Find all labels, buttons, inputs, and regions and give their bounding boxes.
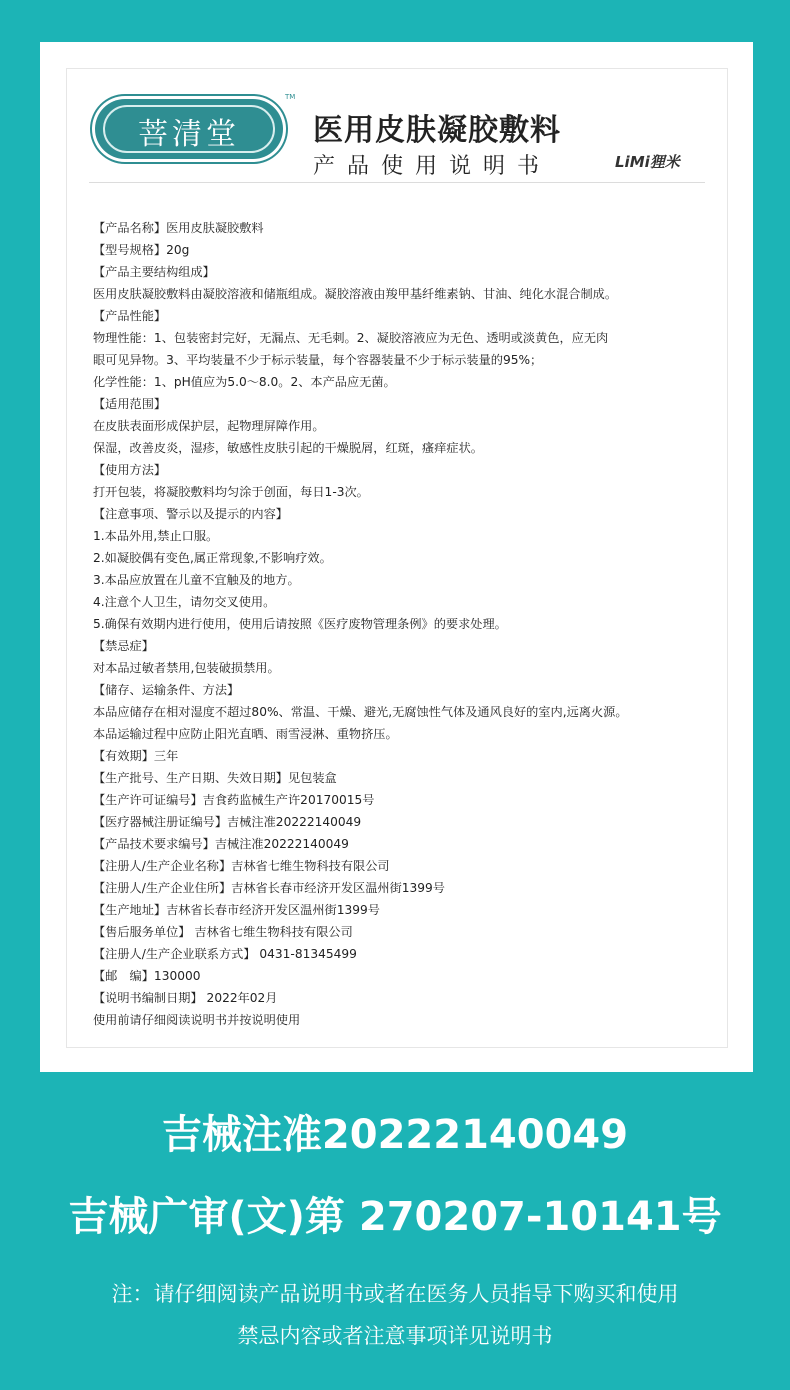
usage-note-line-1: 注：请仔细阅读产品说明书或者在医务人员指导下购买和使用 [111, 1282, 679, 1306]
content-line: 【邮 编】130000 [93, 969, 201, 983]
content-line: 物理性能：1、包装密封完好，无漏点、无毛刺。2、凝胶溶液应为无色、透明或淡黄色，应无肉 [93, 331, 609, 345]
document-subtitle: 产品使用说明书 [313, 154, 552, 179]
content-line: 【生产地址】吉林省长春市经济开发区温州街1399号 [93, 903, 380, 917]
instruction-content [93, 217, 723, 1031]
product-title: 医用皮肤凝胶敷料 [313, 113, 561, 148]
registration-number: 吉械注准20222140049 [161, 1112, 629, 1158]
content-line: 保湿，改善皮炎，湿疹，敏感性皮肤引起的干燥脱屑，红斑，瘙痒症状。 [93, 441, 483, 455]
content-line: 在皮肤表面形成保护层，起物理屏障作用。 [93, 419, 325, 433]
content-line: 对本品过敏者禁用,包装破损禁用。 [93, 661, 280, 675]
content-line: 【型号规格】20g [93, 243, 190, 257]
brand-logo [95, 99, 283, 159]
content-line: 【使用方法】 [93, 463, 167, 477]
content-line: 【注意事项、警示以及提示的内容】 [93, 507, 288, 521]
content-line: 【售后服务单位】 吉林省七维生物科技有限公司 [93, 925, 353, 939]
content-line: 【注册人/生产企业名称】吉林省七维生物科技有限公司 [93, 859, 390, 873]
content-line: 眼可见异物。3、平均装量不少于标示装量，每个容器装量不少于标示装量的95%； [93, 353, 543, 367]
content-line: 医用皮肤凝胶敷料由凝胶溶液和储瓶组成。凝胶溶液由羧甲基纤维素钠、甘油、纯化水混合制成。 [93, 287, 618, 301]
content-line: 【注册人/生产企业住所】吉林省长春市经济开发区温州街1399号 [93, 881, 445, 895]
content-line: 本品运输过程中应防止阳光直晒、雨雪浸淋、重物挤压。 [93, 727, 398, 741]
trademark-mark: TM [285, 93, 296, 101]
logo-text: 菩清堂 [138, 117, 240, 152]
content-line: 本品应储存在相对湿度不超过80%、常温、干燥、避光,无腐蚀性气体及通风良好的室内,远离火源。 [93, 705, 628, 719]
content-line: 【医疗器械注册证编号】吉械注准20222140049 [93, 815, 362, 829]
content-line: 【注册人/生产企业联系方式】 0431-81345499 [93, 947, 357, 961]
content-line: 【禁忌症】 [93, 639, 154, 653]
instruction-sheet [40, 42, 753, 1072]
content-line: 5.确保有效期内进行使用，使用后请按照《医疗废物管理条例》的要求处理。 [93, 617, 507, 631]
sheet-frame [66, 68, 728, 1048]
content-line: 【生产批号、生产日期、失效日期】见包装盒 [93, 771, 337, 785]
usage-note-line-2: 禁忌内容或者注意事项详见说明书 [237, 1324, 553, 1348]
content-line: 【产品主要结构组成】 [93, 265, 215, 279]
content-line: 2.如凝胶偶有变色,属正常现象,不影响疗效。 [93, 551, 332, 565]
content-line: 【产品性能】 [93, 309, 167, 323]
brand-name: LiMi狸米 [615, 153, 680, 171]
content-line: 使用前请仔细阅读说明书并按说明使用 [93, 1013, 301, 1027]
content-line: 【有效期】三年 [93, 749, 179, 763]
content-line: 【生产许可证编号】吉食药监械生产许20170015号 [93, 793, 375, 807]
content-line: 【产品名称】医用皮肤凝胶敷料 [93, 221, 264, 235]
content-line: 【说明书编制日期】 2022年02月 [93, 991, 278, 1005]
content-line: 【产品技术要求编号】吉械注准20222140049 [93, 837, 349, 851]
advertising-approval-number: 吉械广审(文)第 270207-10141号 [68, 1194, 722, 1240]
content-line: 打开包装，将凝胶敷料均匀涂于创面，每日1-3次。 [93, 485, 369, 499]
content-line: 化学性能：1、pH值应为5.0～8.0。2、本产品应无菌。 [93, 375, 396, 389]
content-line: 【储存、运输条件、方法】 [93, 683, 240, 697]
content-line: 【适用范围】 [93, 397, 167, 411]
content-line: 3.本品应放置在儿童不宜触及的地方。 [93, 573, 300, 587]
header-divider [89, 182, 705, 183]
content-line: 4.注意个人卫生，请勿交叉使用。 [93, 595, 276, 609]
content-line: 1.本品外用,禁止口服。 [93, 529, 219, 543]
